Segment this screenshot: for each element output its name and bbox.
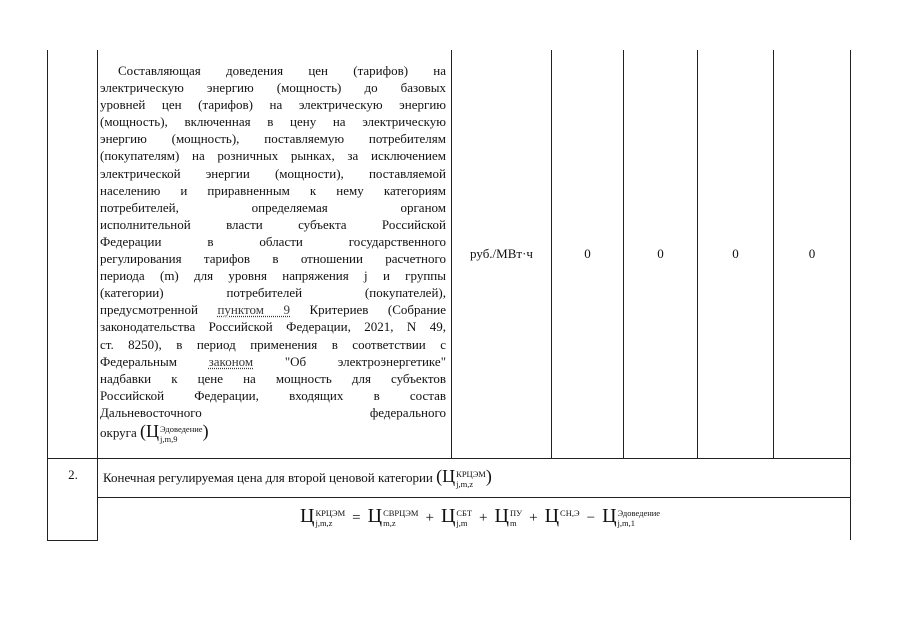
formula-term-base: Ц [494,505,509,527]
symbol-sub: j,m,z [456,479,474,490]
description-line: законодательства Российской Федерации, 2021, N 49, [100,319,446,335]
description-last-line [100,420,446,444]
formula-lhs-sup: КРЦЭМ [315,508,346,519]
row1-value-2: 0 [657,246,664,261]
description-line: (категории) потребителей (покупателей), [100,285,446,301]
symbol-base: Ц [442,466,456,486]
formula-lhs-sub: j,m,z [315,518,333,529]
description-line: Федерации в области государственного [100,233,446,249]
formula-term-sub: j,m [456,518,468,529]
price-formula [300,505,660,528]
formula-term-sub [560,518,580,528]
symbol-scripts [160,424,203,444]
description-line: периода (m) для уровня напряжения j и группы [100,268,446,284]
description-line: Российской Федерации, входящих в состав [100,387,446,403]
formula-term-sup: СВРЦЭМ [383,508,419,519]
description-line: энергию (мощность), поставляемую потребителям [100,131,446,147]
symbol-base: Ц [146,420,159,441]
formula-term-sub: m,z [383,518,396,529]
description-text: Федеральным [100,353,177,369]
symbol-sup: Эдоведение [160,423,203,434]
table-border-right [850,50,851,540]
formula-term-base: Ц [602,505,617,527]
symbol-sub: j,m,9 [160,433,178,444]
formula-term-scripts [456,508,472,528]
description-line: населению и приравненным к нему категориям [100,182,446,198]
formula-term-sup: Эдоведение [617,508,661,519]
link-federal-law[interactable]: законом [208,353,254,369]
row1-description [100,62,446,444]
formula-operator: + [479,510,488,526]
paren-open: ( [140,420,146,441]
description-text: округа [100,424,137,440]
formula-term-sup: СН,Э [560,508,580,519]
paren-open: ( [436,466,443,486]
formula-term-scripts [618,508,661,528]
table-row-divider-1 [47,458,851,459]
row1-value-1: 0 [584,246,591,261]
formula-term-scripts [560,508,580,528]
formula-term-base: Ц [440,505,456,527]
formula-term-scripts [510,508,522,528]
description-line: надбавки к цене на мощность для субъектов [100,370,446,386]
description-text: Критериев (Собрание [309,302,446,318]
row1-unit: руб./МВт·ч [470,246,533,261]
formula-term-sup: ПУ [509,508,523,519]
table-bottom-left [47,540,98,541]
description-text: "Об электроэнергетике" [284,353,446,369]
symbol-scripts [456,469,486,489]
description-line [100,301,446,318]
formula-term-base: Ц [367,505,383,527]
row1-value-4: 0 [808,246,816,261]
row2-price-symbol [436,466,492,490]
formula-lhs-base: Ц [300,505,315,527]
symbol-sup: КРЦЭМ [456,469,486,480]
formula-term-scripts [383,508,418,528]
description-line: уровней цен (тарифов) на электрическую энергию [100,97,446,113]
formula-operator: + [425,510,434,526]
link-punkt-9[interactable]: пунктом 9 [217,302,291,318]
description-line: (мощность), включенная в цену на электрическую [100,114,446,130]
row2-text: Конечная регулируемая цена для второй ценовой категории [103,470,433,485]
description-line: Составляющая доведения цен (тарифов) на [118,63,446,78]
description-line: исполнительной власти субъекта Российской [100,216,446,232]
description-line [100,353,446,370]
row1-value-3: 0 [732,246,739,261]
table-row-divider-2 [97,497,851,498]
description-line: ст. 8250), в период применения в соответствии с [100,336,446,352]
row2-number: 2. [68,467,78,482]
formula-term-base: Ц [544,505,560,527]
description-line: (покупателям) на розничных рынках, за исключением [100,148,446,164]
description-line: регулирования тарифов в отношении расчетного [100,251,446,267]
description-text: предусмотренной [100,302,198,318]
formula-operator: + [529,510,538,526]
formula-lhs-scripts [315,508,345,528]
row2-title [103,466,492,489]
formula-term-sub: m [509,518,517,529]
formula-term-sub: j,m,1 [617,518,635,529]
description-line: Дальневосточного федерального [100,404,446,420]
formula-operator: − [586,510,596,526]
description-line: потребителей, определяемая органом [100,199,446,215]
paren-close: ) [202,420,209,441]
formula-equals: = [352,510,361,526]
formula-term-sup: СБТ [456,508,473,519]
description-line: электрическую энергию (мощность) до базовых [100,80,446,96]
paren-close: ) [485,466,492,486]
row1-price-symbol [140,420,209,444]
description-line: электрической энергии (мощности), поставляемой [100,165,446,181]
